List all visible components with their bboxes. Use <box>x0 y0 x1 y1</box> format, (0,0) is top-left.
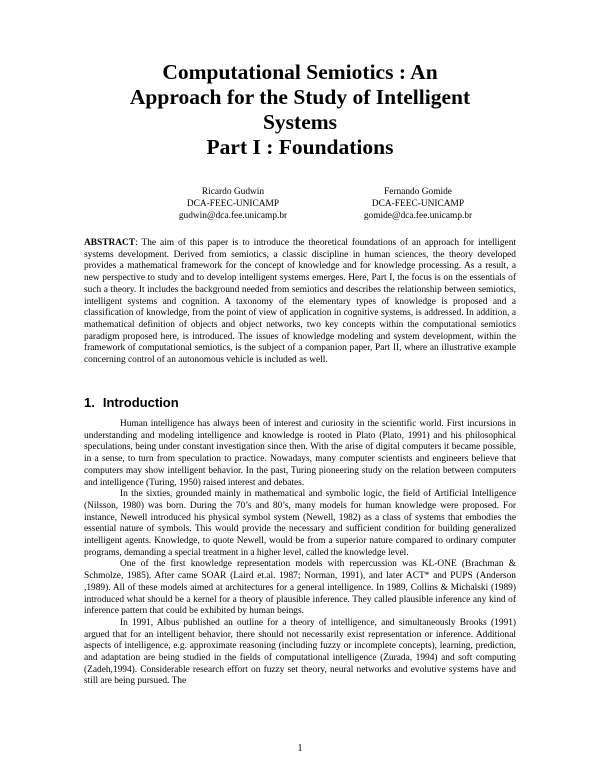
paragraph: Human intelligence has always been of interest and curiosity in the scientific world. First incursions in understanding and modeling intelligence and knowledge is rooted in Plato (Plato, 1991) and his philosophical speculations, being under constant investigation since then. With the arise of digital computers it became possible, in a sense, to turn from speculation to practice. Nowadays, many computer scientists and engineers believe that computers may show intelligent behavior. In the past, Turing pioneering study on the relation between computers and intelligence (Turing, 1950) raised interest and debates. <box>84 419 516 488</box>
author-name: Fernando Gomide <box>384 187 452 197</box>
author-1 <box>133 186 333 222</box>
author-affiliation: DCA-FEEC-UNICAMP <box>186 199 280 209</box>
title-line-4: Part I : Foundations <box>206 135 394 159</box>
title-line-3: Systems <box>262 110 338 134</box>
title-line-2: Approach for the Study of Intelligent <box>129 85 471 109</box>
abstract-text: : The aim of this paper is to introduce the theoretical foundations of an approach for intelligent systems development. Derived from semiotics, a classic discipline in human sciences, the theory developed provides a mathematical framework for the concept of knowledge and for knowledge processing. As a result, a new perspective to study and to develop intelligent systems emerges. Here, Part I, the focus is on the essentials of such a theory. It includes the background needed from semiotics and describes the relationship between semiotics, intelligent systems and cognition. A taxonomy of the elementary types of knowledge is proposed and a classification of knowledge, from the point of view of application in cognitive systems, is addressed. In addition, a mathematical definition of objects and object networks, two key concepts within the computational semiotics paradigm proposed here, is introduced. The issues of knowledge modeling and system development, within the framework of computational semiotics, is the subject of a companion paper, Part II, where an illustrative example concerning control of an autonomous vehicle is included as well. <box>84 238 516 366</box>
author-2 <box>318 186 518 222</box>
section-heading <box>84 395 187 410</box>
paragraph: In 1991, Albus published an outline for a theory of intelligence, and simultaneously Brooks (1991) argued that for an intelligent behavior, there should not necessarily exist representation or inference. Additional aspects of intelligence, e.g. approximate reasoning (including fuzzy or incomplete concepts), learning, prediction, and adaptation are being studied in the fields of computational intelligence (Zurada, 1994) and soft computing (Zadeh,1994). Considerable research effort on fuzzy set theory, neural networks and evolutive systems have and still are being pursued. The <box>84 617 516 687</box>
author-affiliation: DCA-FEEC-UNICAMP <box>371 199 465 209</box>
paper-title <box>60 60 540 160</box>
section-number: 1. <box>84 395 95 410</box>
author-email: gudwin@dca.fee.unicamp.br <box>178 211 288 221</box>
body-text <box>84 419 516 688</box>
abstract-label: ABSTRACT <box>84 238 136 248</box>
abstract <box>84 238 516 367</box>
paragraph: In the sixties, grounded mainly in mathematical and symbolic logic, the field of Artificial Intelligence (Nilsson, 1980) was born. During the 70’s and 80’s, many models for human knowledge were proposed. For instance, Newell introduced his physical symbol system (Newell, 1982) as a class of systems that embodies the essential nature of symbols. This would provide the necessary and sufficient condition for building generalized intelligent agents. Knowledge, to quote Newell, would be from a superior nature compared to ordinary computer programs, demanding a special treatment in a higher level, called the knowledge level. <box>84 489 516 558</box>
paragraph: One of the first knowledge representation models with repercussion was KL-ONE (Brachman & Schmolze, 1985). After came SOAR (Laird et.al. 1987; Norman, 1991), and later ACT* and PUPS (Anderson ,1989). All of these models aimed at architectures for a general intelligence. In 1989, Collins & Michalski (1989) introduced what should be a kernel for a theory of plausible inference. They called plausible inference any kind of inference pattern that could be exhibited by human beings. <box>84 559 516 617</box>
title-line-1: Computational Semiotics : An <box>162 60 438 84</box>
section-title: Introduction <box>102 395 179 410</box>
author-name: Ricardo Gudwin <box>201 187 265 197</box>
author-email: gomide@dca.fee.unicamp.br <box>363 211 473 221</box>
page-number: 1 <box>297 743 303 754</box>
